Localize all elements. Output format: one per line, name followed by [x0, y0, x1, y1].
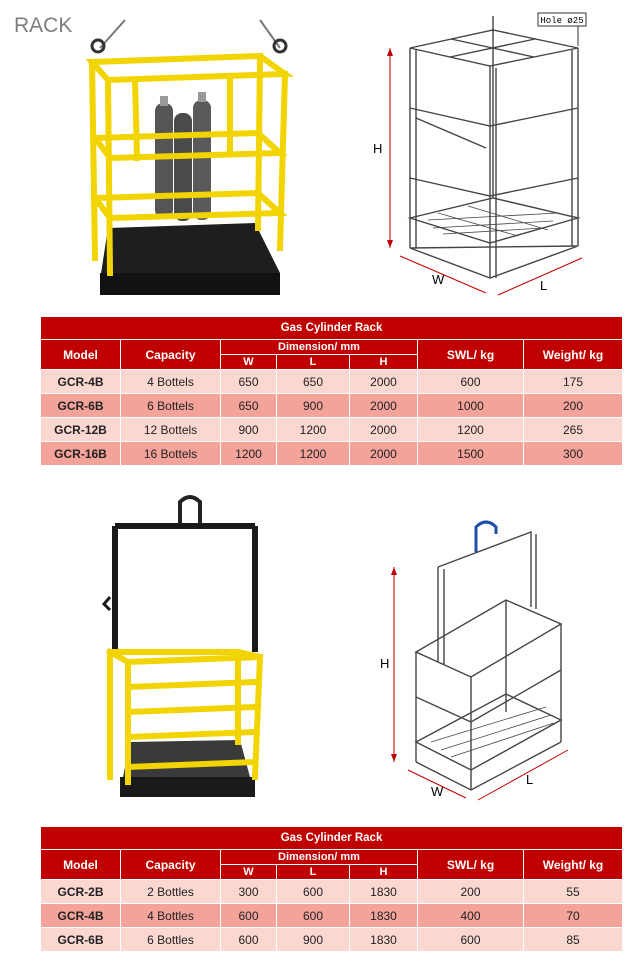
cell-w: 900 — [221, 418, 277, 442]
cell-capacity: 16 Bottels — [121, 442, 221, 466]
cell-l: 1200 — [277, 418, 350, 442]
cell-swl: 600 — [418, 370, 524, 394]
header-weight: Weight/ kg — [524, 340, 623, 370]
header-dimension: Dimension/ mm — [221, 340, 418, 355]
cell-w: 600 — [221, 928, 277, 952]
cell-model: GCR-6B — [41, 928, 121, 952]
header-model: Model — [41, 340, 121, 370]
dim-h-label: H — [380, 656, 390, 671]
table-title: Gas Cylinder Rack — [41, 317, 623, 340]
rack-drawing-2 — [376, 512, 586, 812]
dim-h-label: H — [373, 141, 383, 156]
dim-w-label: W — [431, 784, 444, 799]
header-swl: SWL/ kg — [418, 850, 524, 880]
cell-w: 650 — [221, 394, 277, 418]
header-capacity: Capacity — [121, 340, 221, 370]
header-l: L — [277, 355, 350, 370]
header-weight: Weight/ kg — [524, 850, 623, 880]
dim-l-label: L — [526, 772, 534, 787]
header-swl: SWL/ kg — [418, 340, 524, 370]
cell-model: GCR-4B — [41, 370, 121, 394]
cell-h: 2000 — [350, 370, 418, 394]
cell-swl: 1000 — [418, 394, 524, 418]
cell-h: 1830 — [350, 880, 418, 904]
cell-model: GCR-4B — [41, 904, 121, 928]
cell-w: 1200 — [221, 442, 277, 466]
cell-capacity: 6 Bottles — [121, 928, 221, 952]
header-l: L — [277, 865, 350, 880]
rack-photo-2 — [100, 492, 275, 812]
table-row — [41, 928, 623, 952]
cell-model: GCR-12B — [41, 418, 121, 442]
page-heading: RACK — [14, 14, 73, 37]
cell-weight: 265 — [524, 418, 623, 442]
cell-weight: 175 — [524, 370, 623, 394]
cell-model: GCR-2B — [41, 880, 121, 904]
cell-l: 600 — [277, 904, 350, 928]
cell-weight: 55 — [524, 880, 623, 904]
cell-h: 2000 — [350, 442, 418, 466]
cell-model: GCR-16B — [41, 442, 121, 466]
cell-w: 600 — [221, 904, 277, 928]
spec-table-1 — [40, 316, 623, 466]
table-row — [41, 442, 623, 466]
table-row — [41, 418, 623, 442]
cell-l: 900 — [277, 928, 350, 952]
cell-l: 600 — [277, 880, 350, 904]
header-w: W — [221, 865, 277, 880]
cell-h: 2000 — [350, 418, 418, 442]
cell-h: 1830 — [350, 928, 418, 952]
cell-weight: 300 — [524, 442, 623, 466]
table-row — [41, 904, 623, 928]
header-model: Model — [41, 850, 121, 880]
dim-l-label: L — [540, 278, 548, 293]
table-row — [41, 394, 623, 418]
cell-weight: 200 — [524, 394, 623, 418]
cell-capacity: 4 Bottels — [121, 370, 221, 394]
cell-weight: 70 — [524, 904, 623, 928]
header-h: H — [350, 355, 418, 370]
cell-swl: 1200 — [418, 418, 524, 442]
cell-l: 1200 — [277, 442, 350, 466]
rack-photo-1 — [80, 18, 300, 308]
dim-w-label: W — [432, 272, 445, 287]
cell-capacity: 6 Bottels — [121, 394, 221, 418]
header-h: H — [350, 865, 418, 880]
cell-weight: 85 — [524, 928, 623, 952]
header-capacity: Capacity — [121, 850, 221, 880]
header-dimension: Dimension/ mm — [221, 850, 418, 865]
cell-h: 2000 — [350, 394, 418, 418]
hole-label: Hole ø25 — [540, 16, 584, 26]
cell-capacity: 4 Bottles — [121, 904, 221, 928]
cell-model: GCR-6B — [41, 394, 121, 418]
cell-swl: 1500 — [418, 442, 524, 466]
rack-drawing-1 — [368, 8, 598, 308]
cell-capacity: 12 Bottels — [121, 418, 221, 442]
header-w: W — [221, 355, 277, 370]
cell-h: 1830 — [350, 904, 418, 928]
spec-table-2 — [40, 826, 623, 952]
cell-capacity: 2 Bottles — [121, 880, 221, 904]
table-title: Gas Cylinder Rack — [41, 827, 623, 850]
cell-swl: 400 — [418, 904, 524, 928]
cell-l: 900 — [277, 394, 350, 418]
cell-swl: 600 — [418, 928, 524, 952]
table-row — [41, 880, 623, 904]
cell-w: 300 — [221, 880, 277, 904]
cell-swl: 200 — [418, 880, 524, 904]
table-row — [41, 370, 623, 394]
cell-l: 650 — [277, 370, 350, 394]
cell-w: 650 — [221, 370, 277, 394]
